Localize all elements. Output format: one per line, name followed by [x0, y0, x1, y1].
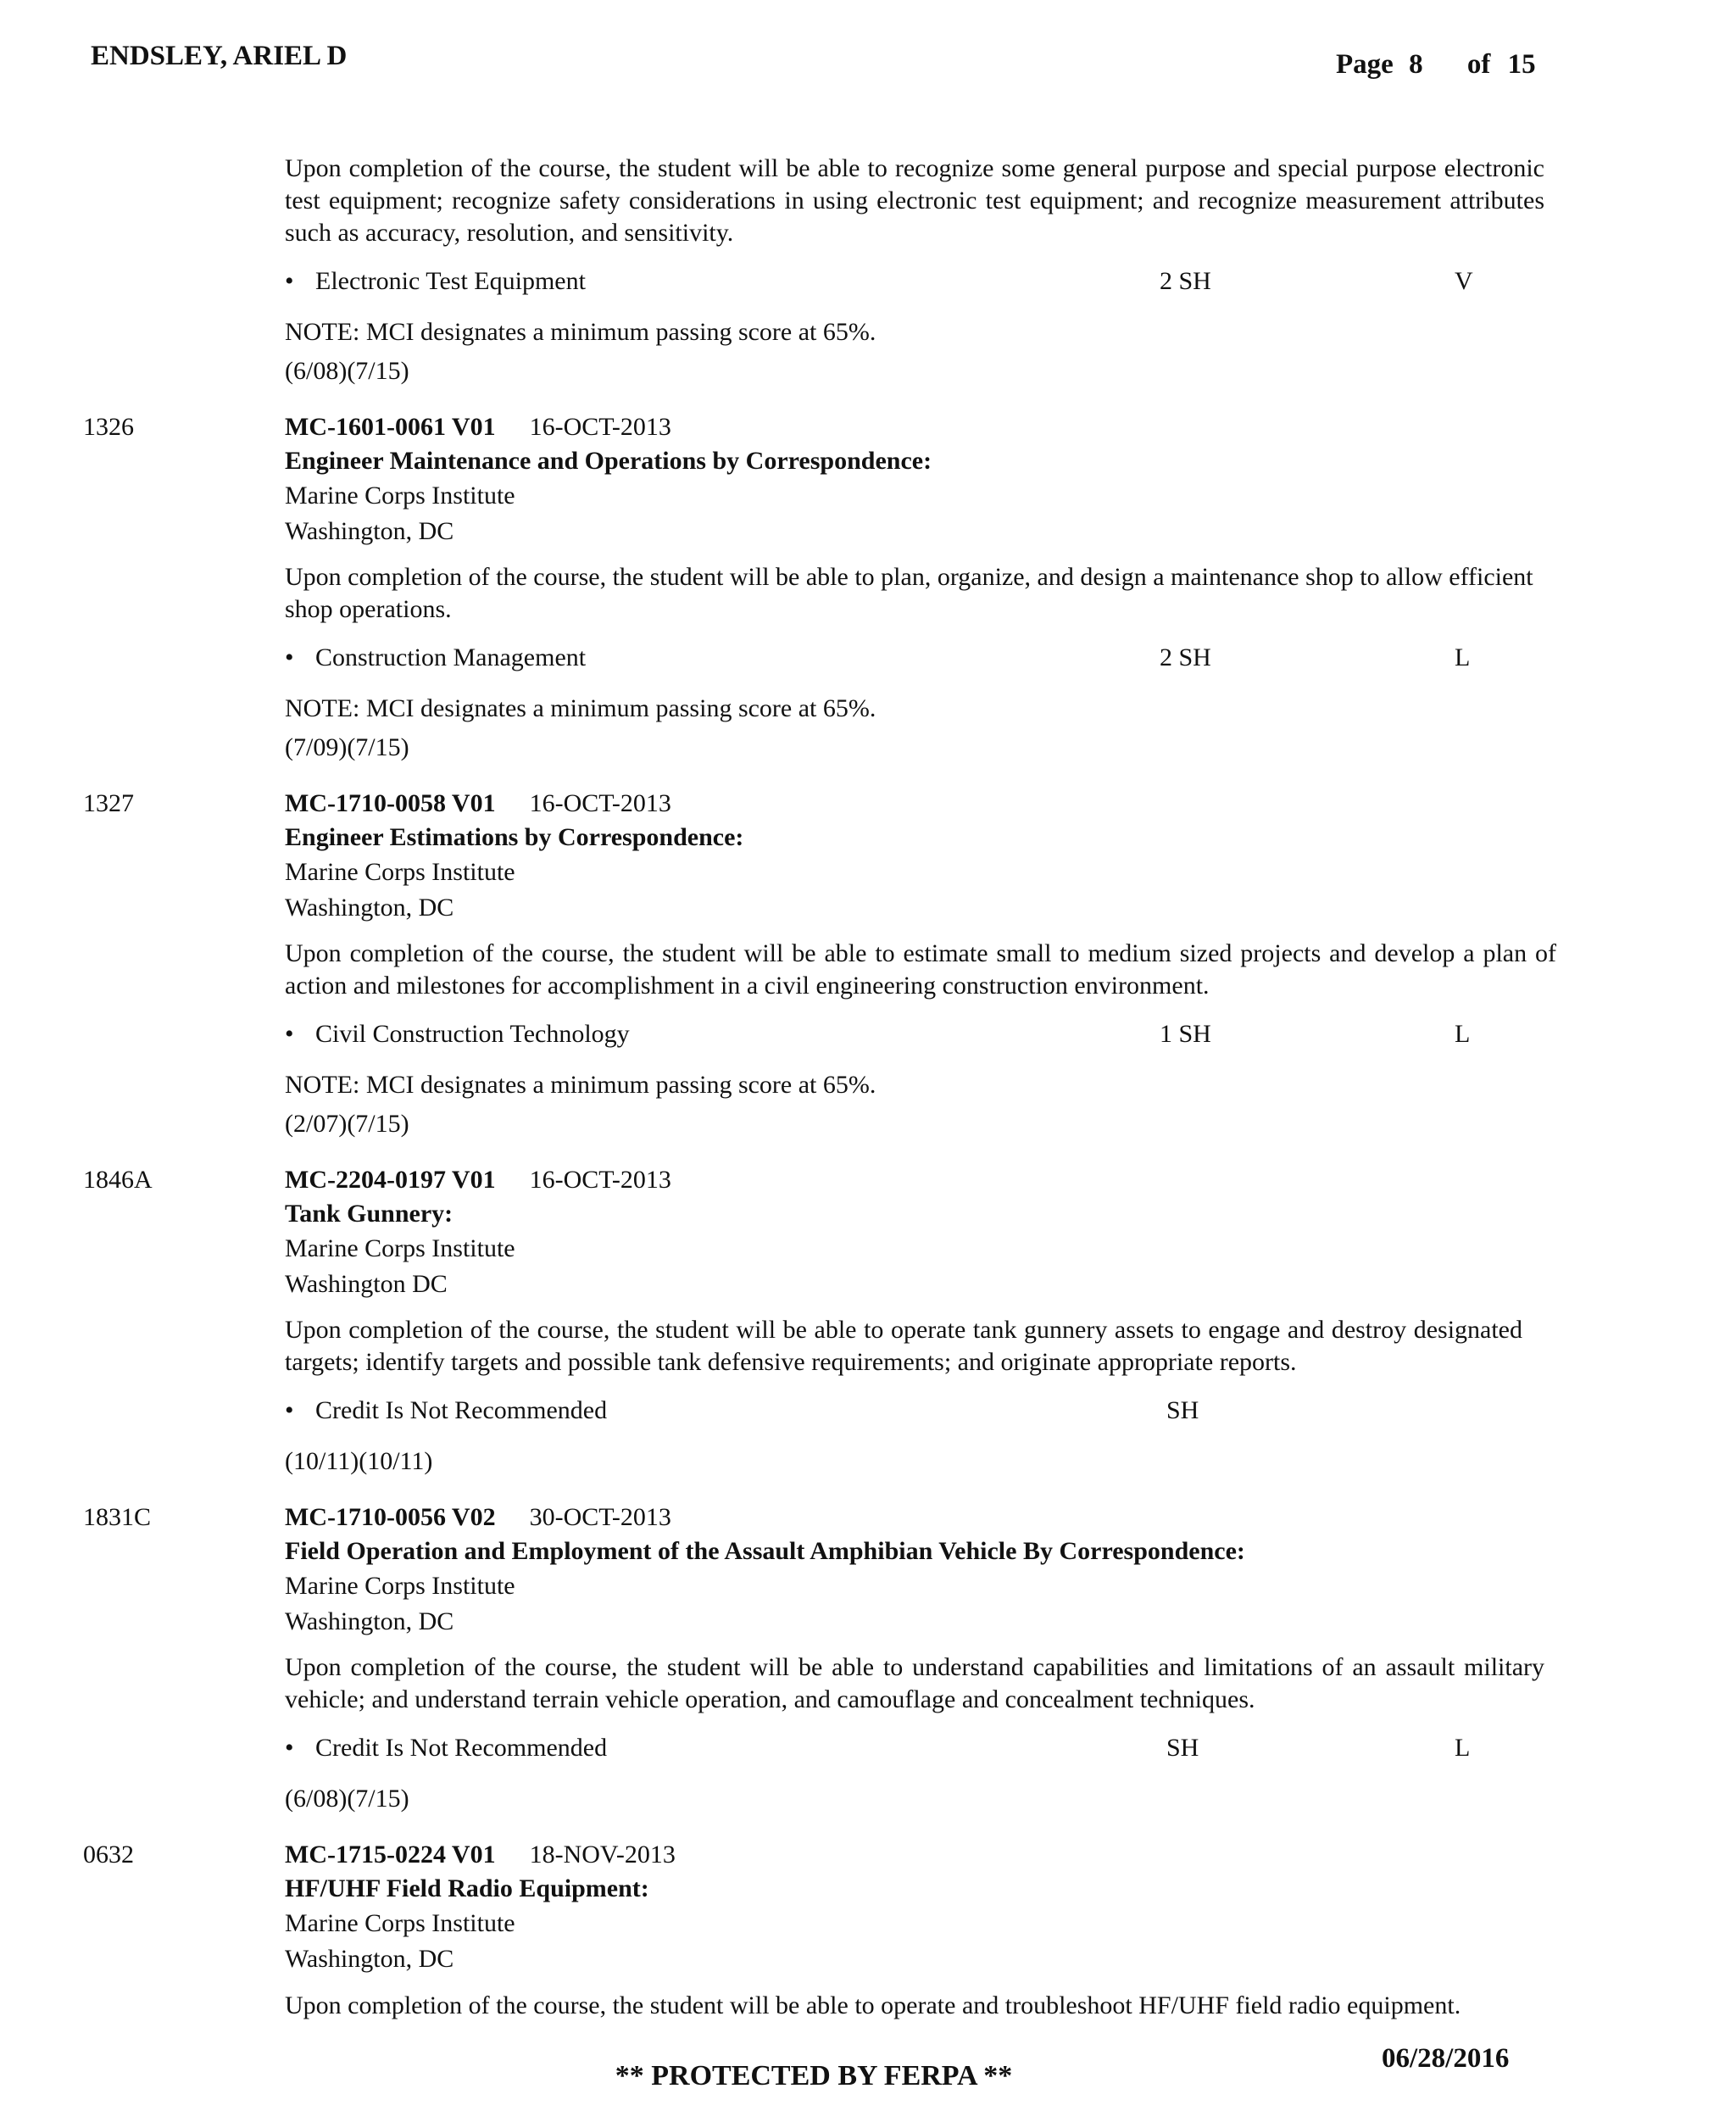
bullet-icon: • [285, 1020, 294, 1048]
course-code: MC-1715-0224 V01 [285, 1841, 496, 1869]
course-title: Engineer Maintenance and Operations by Correspondence: [285, 447, 932, 475]
course-date: 16-OCT-2013 [529, 789, 671, 817]
course-title: HF/UHF Field Radio Equipment: [285, 1874, 649, 1902]
course-institution: Marine Corps Institute [285, 858, 515, 886]
course-description: Upon completion of the course, the student will be able to understand capabilities and limitations of an assault military vehicle; and understand terrain vehicle operation, and camouflage and concealment techniques. [285, 1653, 1544, 1713]
of-label: of [1466, 49, 1491, 80]
course-location: Washington, DC [285, 1607, 454, 1635]
credit-hours: SH [1166, 1396, 1199, 1424]
course-dates: (10/11)(10/11) [285, 1447, 433, 1475]
course-institution: Marine Corps Institute [285, 1572, 515, 1600]
course-date: 16-OCT-2013 [529, 1166, 671, 1194]
credit-subject: Civil Construction Technology [315, 1020, 630, 1048]
course-code-line [285, 1501, 671, 1534]
course-title: Field Operation and Employment of the Assault Amphibian Vehicle By Correspondence: [285, 1537, 1245, 1565]
bullet-icon: • [285, 1396, 294, 1424]
bullet-icon: • [285, 643, 294, 671]
bullet-icon: • [285, 1734, 294, 1762]
course-dates: (6/08)(7/15) [285, 357, 409, 385]
page-indicator [1336, 49, 1536, 81]
course-location: Washington DC [285, 1270, 448, 1298]
credit-level: L [1455, 1734, 1471, 1762]
page-number: 8 [1409, 49, 1423, 80]
credit-row [285, 265, 1556, 298]
course-code-line [285, 1838, 676, 1872]
credit-subject: Construction Management [315, 643, 587, 671]
credit-row [285, 641, 1556, 675]
course-description: Upon completion of the course, the student will be able to plan, organize, and design a maintenance shop to allow efficient shop operations. [285, 563, 1533, 623]
course-title: Engineer Estimations by Correspondence: [285, 823, 744, 851]
course-description: Upon completion of the course, the student will be able to operate and troubleshoot HF/UHF field radio equipment. [285, 1991, 1461, 2019]
course-number: 0632 [83, 1841, 134, 1869]
course-dates: (7/09)(7/15) [285, 733, 409, 761]
course-note: NOTE: MCI designates a minimum passing score at 65%. [285, 694, 876, 722]
course-description: Upon completion of the course, the student will be able to recognize some general purpose and special purpose electronic test equipment; recognize safety considerations in using electronic test equipment; and recognize measurement attributes such as accuracy, resolution, and sensitivity. [285, 154, 1544, 247]
course-note: NOTE: MCI designates a minimum passing score at 65%. [285, 318, 876, 346]
course-institution: Marine Corps Institute [285, 482, 515, 510]
course-location: Washington, DC [285, 894, 454, 922]
course-number: 1327 [83, 789, 134, 817]
credit-level: V [1455, 267, 1473, 295]
course-code-line [285, 1163, 671, 1197]
course-description: Upon completion of the course, the student will be able to operate tank gunnery assets to engage and destroy designated targets; identify targets and possible tank defensive requirements; and originate appropriate reports. [285, 1316, 1522, 1376]
credit-level: L [1455, 643, 1471, 671]
course-code: MC-1710-0058 V01 [285, 789, 496, 817]
course-institution: Marine Corps Institute [285, 1909, 515, 1937]
credit-subject: Credit Is Not Recommended [315, 1396, 608, 1424]
course-title: Tank Gunnery: [285, 1200, 453, 1228]
credit-subject: Electronic Test Equipment [315, 267, 586, 295]
course-dates: (6/08)(7/15) [285, 1785, 409, 1813]
total-pages: 15 [1507, 49, 1536, 80]
credit-row [285, 1731, 1556, 1765]
course-location: Washington, DC [285, 1945, 454, 1973]
course-number: 1846A [83, 1166, 153, 1194]
course-note: NOTE: MCI designates a minimum passing score at 65%. [285, 1071, 876, 1099]
course-code-line [285, 410, 671, 444]
bullet-icon: • [285, 267, 294, 295]
ferpa-notice: ** PROTECTED BY FERPA ** [615, 2060, 1013, 2091]
credit-row [285, 1017, 1556, 1051]
course-institution: Marine Corps Institute [285, 1234, 515, 1262]
course-number: 1831C [83, 1503, 152, 1531]
credit-subject: Credit Is Not Recommended [315, 1734, 608, 1762]
course-date: 18-NOV-2013 [529, 1841, 676, 1869]
print-date: 06/28/2016 [1382, 2043, 1510, 2074]
course-dates: (2/07)(7/15) [285, 1110, 409, 1138]
course-code: MC-1710-0056 V02 [285, 1503, 496, 1531]
credit-hours: SH [1166, 1734, 1199, 1762]
course-location: Washington, DC [285, 517, 454, 545]
credit-hours: 2 SH [1160, 267, 1211, 295]
course-number: 1326 [83, 413, 134, 441]
credit-hours: 2 SH [1160, 643, 1211, 671]
credit-row [285, 1394, 1556, 1428]
course-date: 30-OCT-2013 [529, 1503, 671, 1531]
page-label: Page [1336, 49, 1394, 80]
credit-hours: 1 SH [1160, 1020, 1211, 1048]
course-code: MC-2204-0197 V01 [285, 1166, 496, 1194]
course-date: 16-OCT-2013 [529, 413, 671, 441]
course-code: MC-1601-0061 V01 [285, 413, 496, 441]
course-description: Upon completion of the course, the student will be able to estimate small to medium sized projects and develop a plan of action and milestones for accomplishment in a civil engineering construction environment. [285, 939, 1556, 1000]
course-code-line [285, 787, 671, 821]
student-name: ENDSLEY, ARIEL D [91, 41, 348, 71]
credit-level: L [1455, 1020, 1471, 1048]
